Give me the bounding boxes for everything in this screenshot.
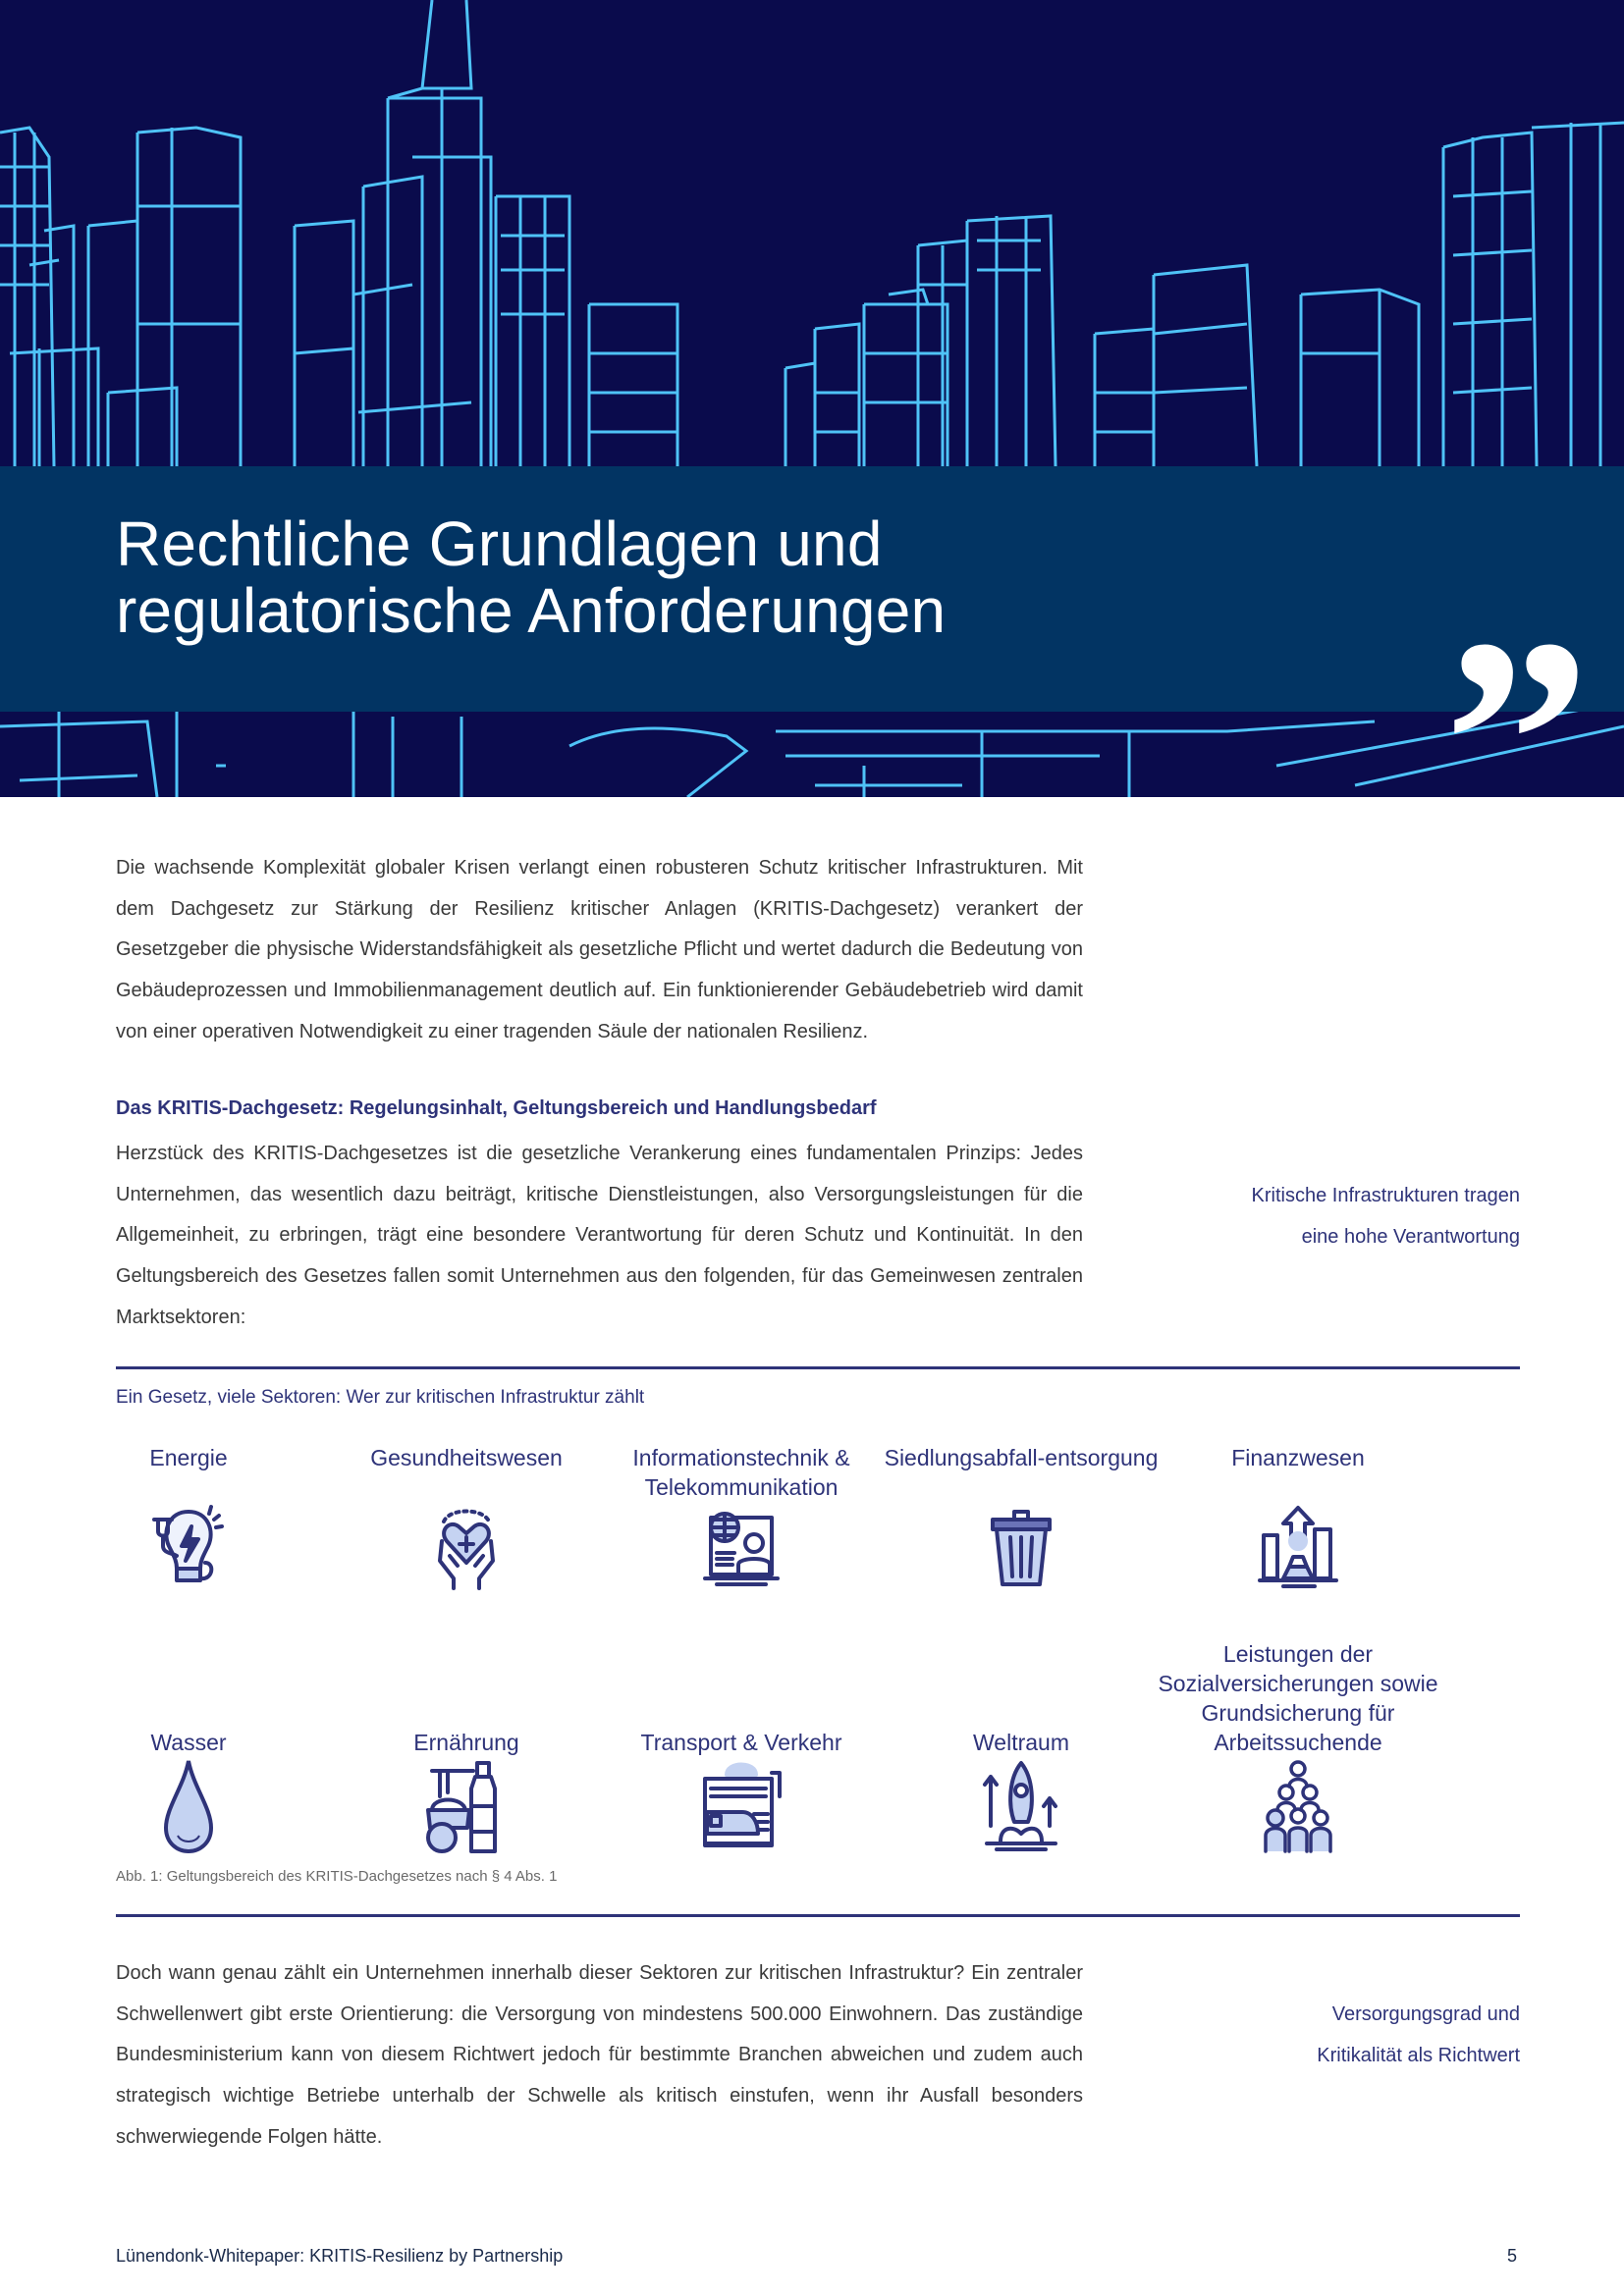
divider [116,1914,1520,1917]
section-heading: Das KRITIS-Dachgesetz: Regelungsinhalt, Geltungsbereich und Handlungsbedarf [116,1097,877,1119]
rocket-icon [977,1757,1065,1855]
sector-label: Ernährung [413,1730,519,1755]
sector-siedlungsabfallentsorgung [874,1443,1168,1590]
title-line-1: Rechtliche Grundlagen und [116,508,883,579]
sector-finanzwesen [1151,1443,1445,1590]
sidenote-line: Kritikalität als Richtwert [1317,2044,1520,2066]
sector-label: Transport & Verkehr [640,1730,842,1755]
sidenote-line: Kritische Infrastrukturen tragen [1251,1185,1520,1206]
section2-paragraph: Doch wann genau zählt ein Unternehmen innerhalb dieser Sektoren zur kritischen Infrastruktur? Ein zentraler Schwellenwert gibt erste Orientierung: die Versorgung von mindestens 500.000 Einwohnern. Das zuständige Bundesministerium kann von diesem Richtwert jedoch für bestimmte Branchen abweichen und zudem auch strategisch wichtige Betriebe unterhalb der Schwelle als kritisch einstufen, wenn ihr Ausfall besonders schwerwiegende Folgen hätte. [116,1962,1083,2148]
sector-label: Siedlungsabfall-entsorgung [884,1445,1159,1470]
title-line-2: regulatorische Anforderungen [116,575,947,646]
sector-energie [41,1443,336,1590]
intro-paragraph: Die wachsende Komplexität globaler Krisen verlangt einen robusteren Schutz kritischer Infrastrukturen. Mit dem Dachgesetz zur Stärkung der Resilienz kritischer Anlagen (KRITIS-Dachgesetz) verankert der Gesetzgeber die physische Widerstandsfähigkeit als gesetzliche Pflicht und wertet dadurch die Bedeutung von Gebäudeprozessen und Immobilienmanagement deutlich auf. Ein funktionierender Gebäudebetrieb wird damit von einer operativen Notwendigkeit zu einer tragenden Säule der nationalen Resilienz. [116,857,1083,1042]
gold-bars-growth-icon [1254,1502,1342,1590]
food-bottle-icon [422,1757,511,1855]
sector-label: Leistungen der Sozialversicherungen sowie Grundsicherung für Arbeitssuchende [1158,1641,1438,1755]
sector-label: Finanzwesen [1231,1445,1365,1470]
figure-title: Ein Gesetz, viele Sektoren: Wer zur kritischen Infrastruktur zählt [116,1387,645,1408]
divider [116,1366,1520,1369]
page-title [116,510,946,644]
train-icon [697,1757,785,1855]
sector-ernaehrung [319,1647,614,1855]
laptop-video-call-icon [697,1502,785,1590]
sidenote-responsibility [1206,1176,1520,1257]
trash-can-icon [977,1502,1065,1590]
section1-paragraph: Herzstück des KRITIS-Dachgesetzes ist die gesetzliche Verankerung eines fundamentalen Prinzips: Jedes Unternehmen, das wesentlich dazu beiträgt, kritische Dienstleistungen, also Versorgungsleistungen für die Allgemeinheit, zu erbringen, trägt eine besondere Verantwortung für deren Schutz und Kontinuität. In den Geltungsbereich des Gesetzes fallen somit Unternehmen aus den folgenden, für das Gemeinwesen zentralen Marktsektoren: [116,1143,1083,1328]
sidenote-line: Versorgungsgrad und [1331,2003,1520,2025]
sector-sozialversicherungen [1151,1641,1445,1855]
sidenote-line: eine hohe Verantwortung [1301,1225,1520,1248]
sidenote-threshold [1206,1995,1520,2076]
sector-weltraum [874,1647,1168,1855]
sector-gesundheitswesen [319,1443,614,1590]
hands-heart-icon [422,1502,511,1590]
footer-publication: Lünendonk-Whitepaper: KRITIS-Resilienz by Partnership [116,2246,564,2266]
water-drop-icon [144,1757,233,1855]
sector-informationstechnik [594,1443,889,1590]
sector-label: Informationstechnik & Telekommunikation [632,1445,850,1500]
figure-caption: Abb. 1: Geltungsbereich des KRITIS-Dachgesetzes nach § 4 Abs. 1 [116,1868,558,1885]
hero-banner [0,0,1624,797]
sector-label: Wasser [150,1730,227,1755]
sector-wasser [41,1647,336,1855]
people-group-icon [1254,1757,1342,1855]
sector-transport-verkehr [594,1647,889,1855]
page-number: 5 [1507,2246,1518,2266]
sector-label: Energie [149,1445,228,1470]
sector-label: Weltraum [973,1730,1069,1755]
quotation-mark-icon: ” [1443,578,1591,797]
lightbulb-plug-icon [144,1502,233,1590]
sector-label: Gesundheitswesen [370,1445,563,1470]
